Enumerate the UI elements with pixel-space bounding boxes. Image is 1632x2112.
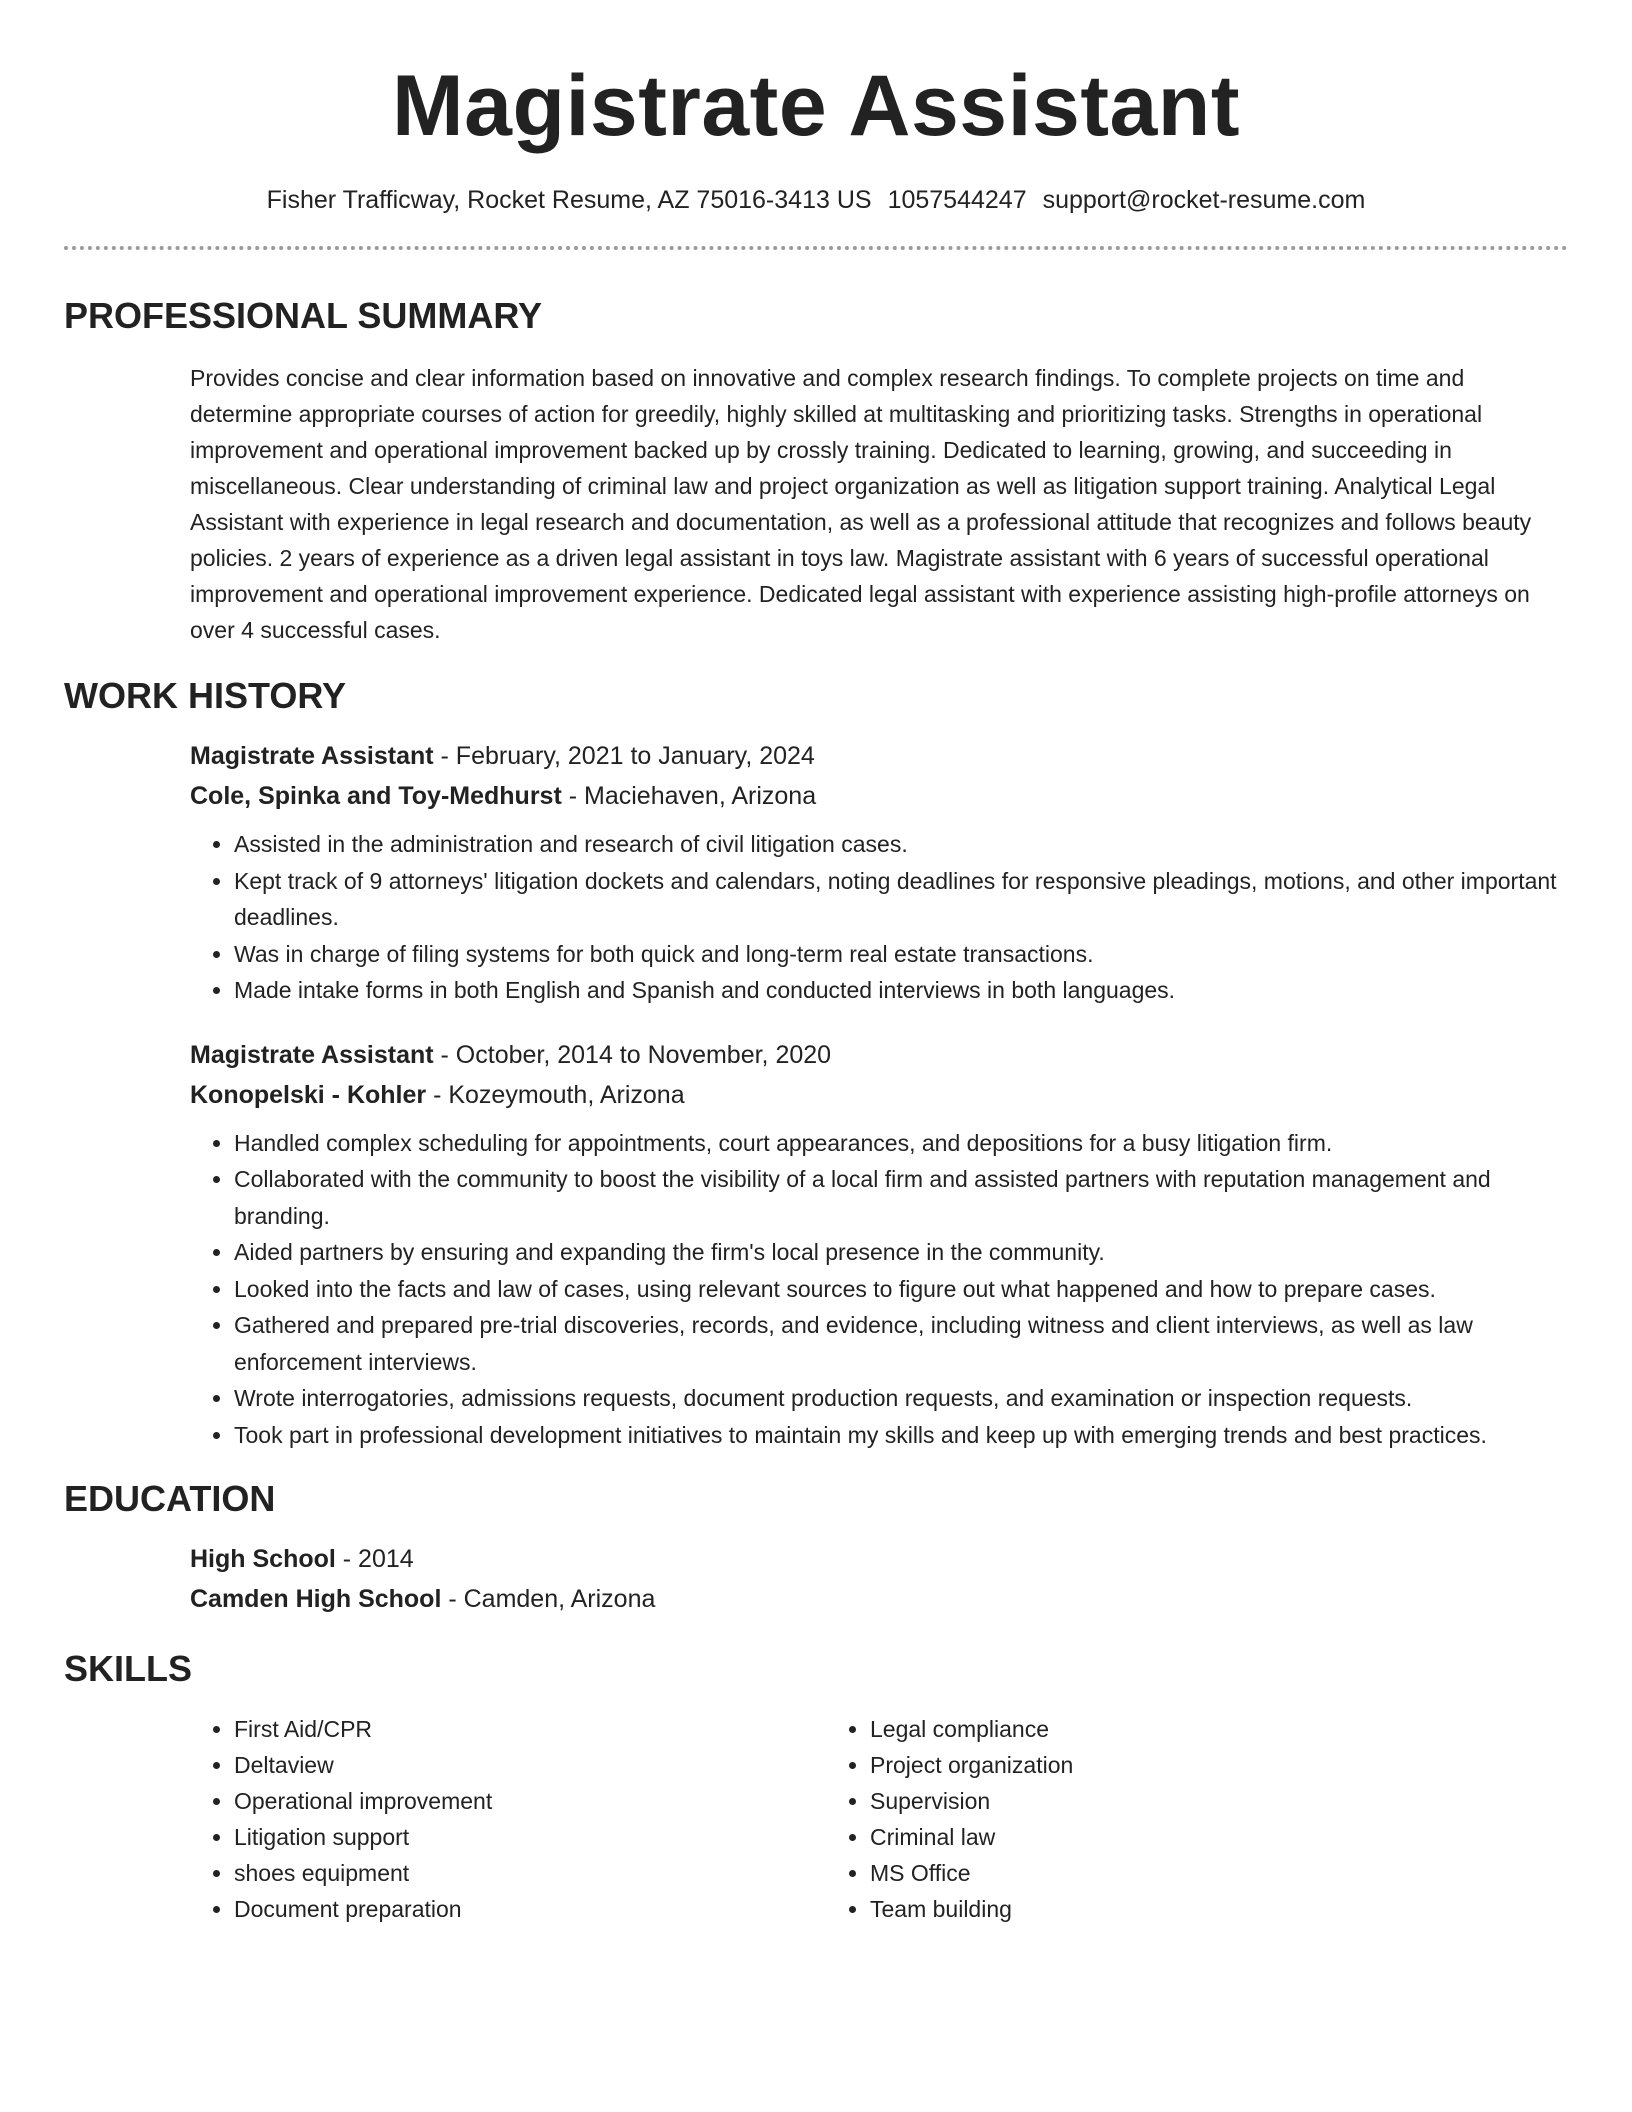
- education-school-line: [190, 1579, 1568, 1619]
- list-item: • Assisted in the administration and research of civil litigation cases.: [234, 826, 1568, 863]
- job-role: Magistrate Assistant: [190, 742, 434, 770]
- section-title-education: EDUCATION: [64, 1478, 276, 1519]
- contact-address: Fisher Trafficway, Rocket Resume, AZ 75016-3413 US: [266, 186, 872, 214]
- skills-grid: [190, 1711, 1568, 1927]
- job-location: - Kozeymouth, Arizona: [426, 1080, 685, 1109]
- resume-name: Magistrate Assistant: [392, 58, 1240, 154]
- education-degree: High School: [190, 1545, 336, 1573]
- skill-item: • Supervision: [870, 1783, 1462, 1819]
- job-company: Konopelski - Kohler: [190, 1080, 427, 1109]
- summary-text: Provides concise and clear information based on innovative and complex research findings. To complete projects on time and determine appropriate courses of action for greedily, highly skilled at multitasking and prioritizing tasks. Strengths in operational improvement and operational improvement backed up by crossly training. Dedicated to learning, growing, and succeeding in miscellaneous. Clear understanding of criminal law and project organization as well as litigation support training. Analytical Legal Assistant with experience in legal research and documentation, as well as a professional attitude that recognizes and follows beauty policies. 2 years of experience as a driven legal assistant in toys law. Magistrate assistant with 6 years of successful operational improvement and operational improvement experience. Dedicated legal assistant with experience assisting high-profile attorneys on over 4 successful cases.: [190, 365, 1532, 643]
- job-company-line: [190, 776, 1568, 816]
- skill-item: • Team building: [870, 1891, 1462, 1927]
- skill-item: • Legal compliance: [870, 1711, 1462, 1747]
- skill-item: • Operational improvement: [234, 1783, 826, 1819]
- job-bullets: [190, 1125, 1568, 1454]
- job-location: - Maciehaven, Arizona: [561, 782, 817, 810]
- job-dates: - October, 2014 to November, 2020: [433, 1040, 832, 1069]
- job-title-line: [190, 736, 1568, 776]
- contact-phone: 1057544247: [887, 186, 1027, 214]
- education-location: - Camden, Arizona: [441, 1585, 656, 1613]
- list-item: • Aided partners by ensuring and expanding the firm's local presence in the community.: [234, 1234, 1568, 1271]
- skill-item: • shoes equipment: [234, 1855, 826, 1891]
- section-title-work-history: WORK HISTORY: [64, 675, 347, 716]
- skills-list-right: [826, 1711, 1462, 1927]
- skill-item: • First Aid/CPR: [234, 1711, 826, 1747]
- job-bullets: [190, 826, 1568, 1009]
- skill-item: • Litigation support: [234, 1819, 826, 1855]
- skill-item: • Document preparation: [234, 1891, 826, 1927]
- header-divider: [64, 246, 1568, 250]
- contact-line: [64, 184, 1568, 216]
- job-company: Cole, Spinka and Toy-Medhurst: [190, 782, 562, 810]
- list-item: • Collaborated with the community to boost the visibility of a local firm and assisted partners with reputation management and branding.: [234, 1161, 1568, 1234]
- job-dates: - February, 2021 to January, 2024: [433, 742, 815, 770]
- list-item: • Took part in professional development initiatives to maintain my skills and keep up with emerging trends and best practices.: [234, 1417, 1568, 1454]
- list-item: • Looked into the facts and law of cases, using relevant sources to figure out what happened and how to prepare cases.: [234, 1271, 1568, 1308]
- education-degree-line: [190, 1539, 1568, 1579]
- job-company-line: [190, 1075, 1568, 1115]
- list-item: • Kept track of 9 attorneys' litigation dockets and calendars, noting deadlines for responsive pleadings, motions, and other important deadlines.: [234, 863, 1568, 936]
- education-school: Camden High School: [190, 1585, 442, 1613]
- education-entry: [190, 1539, 1568, 1619]
- list-item: • Made intake forms in both English and Spanish and conducted interviews in both languages.: [234, 972, 1568, 1009]
- job-entry: [190, 736, 1568, 1009]
- skill-item: • MS Office: [870, 1855, 1462, 1891]
- skills-list-left: [190, 1711, 826, 1927]
- skill-item: • Criminal law: [870, 1819, 1462, 1855]
- section-title-summary: PROFESSIONAL SUMMARY: [64, 295, 543, 336]
- job-title-line: [190, 1035, 1568, 1075]
- job-role: Magistrate Assistant: [190, 1040, 434, 1069]
- list-item: • Wrote interrogatories, admissions requests, document production requests, and examination or inspection requests.: [234, 1380, 1568, 1417]
- section-title-skills: SKILLS: [64, 1648, 193, 1689]
- list-item: • Gathered and prepared pre-trial discoveries, records, and evidence, including witness and client interviews, as well as law enforcement interviews.: [234, 1307, 1568, 1380]
- education-year: - 2014: [335, 1545, 414, 1573]
- contact-email: support@rocket-resume.com: [1042, 186, 1366, 214]
- skill-item: • Project organization: [870, 1747, 1462, 1783]
- job-entry: [190, 1035, 1568, 1454]
- list-item: • Handled complex scheduling for appointments, court appearances, and depositions for a busy litigation firm.: [234, 1125, 1568, 1162]
- list-item: • Was in charge of filing systems for both quick and long-term real estate transactions.: [234, 936, 1568, 973]
- skill-item: • Deltaview: [234, 1747, 826, 1783]
